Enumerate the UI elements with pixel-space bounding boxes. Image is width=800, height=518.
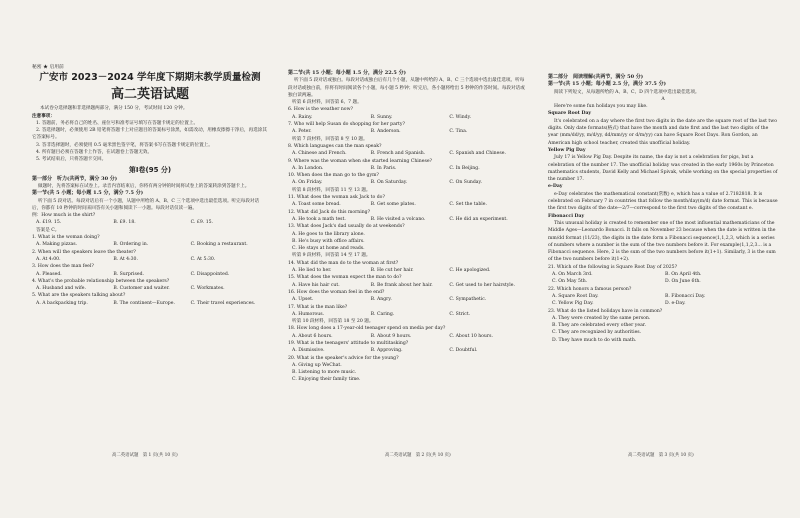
question-text: 12. What did Jack do this morning?: [288, 209, 371, 215]
question-options: [32, 285, 268, 292]
option-a: A. Rainy.: [292, 114, 313, 120]
option-a: A. Dismissive.: [292, 348, 325, 354]
question-23-option-a: A. They were created by the same person.: [552, 315, 651, 321]
reading-section1-heading: 第一节(共 15 小题；每小题 2.5 分，满分 37.5 分): [548, 81, 667, 88]
question-options: [288, 333, 528, 340]
option-b: B. The continent—Europe.: [113, 300, 175, 306]
question-text: 14. What did the man do to the woman at first?: [288, 260, 399, 266]
page-column-1: [32, 64, 268, 307]
option-c: C. In Beijing.: [449, 165, 480, 171]
material-instruction: 听第 8 段材料，回答第 11 至 13 题。: [292, 187, 371, 193]
question-text: 11. What does the woman ask Jack to do?: [288, 195, 385, 201]
question-3: 3. How does the man feel?: [32, 264, 94, 270]
question-1: 1. What is the woman doing?: [32, 235, 100, 241]
option-b: B. He cut her hair.: [370, 268, 414, 274]
part1-heading: 第一部分 听力(共两节，满分 30 分): [32, 175, 118, 182]
question-4: 4. What's the probable relationship between the speakers?: [32, 278, 170, 284]
option-c: C. He apologized.: [449, 268, 491, 274]
section2-description: 听下面 5 段对话或独白。每段对话或独白后有几个小题，从题中所给的 A、B、C 三个选项中选出最佳选项。听每段对话或独白前，你将有时间阅读各个小题，每小题 5 秒钟；听完后，各小题将给出 5 秒钟的作答时间。每段对话或独白读两遍。: [288, 78, 525, 98]
option-a: A. Humorous.: [292, 311, 325, 317]
page-footer-2: 高二英语试题 第 2 页(共 10 页): [385, 453, 451, 458]
option: B. Fibonacci Day.: [665, 293, 706, 299]
exam-subject-title: 高二英语试题: [110, 87, 189, 103]
question-options: [288, 128, 528, 135]
option-c: C. Doubtful.: [449, 348, 478, 354]
material-instruction: 听第 9 段材料，回答第 14 至 17 题。: [292, 253, 371, 259]
question-text: 17. What is the man like?: [288, 304, 348, 310]
question-2: 2. When will the speakers leave the theater?: [32, 249, 136, 255]
option: A. Square Root Day.: [552, 293, 599, 299]
holiday-title: Square Root Day: [548, 111, 592, 117]
question-options: [32, 241, 268, 248]
question-options: [548, 300, 778, 307]
option: C. Yellow Pig Day.: [552, 301, 594, 307]
option-c: C. At 5:30.: [190, 256, 216, 262]
listening-questions-1-5: [32, 234, 268, 307]
option: D. e-Day.: [665, 301, 686, 307]
note-item: 4. 所有题目必须在答题卡上作答，在试题卷上答题无效。: [36, 150, 153, 156]
option-c: C. Get used to her hairstyle.: [449, 282, 515, 288]
option-c: C. Strict.: [449, 311, 471, 317]
exam-intro: 本试卷分选择题和非选择题两部分，满分 150 分，考试时间 120 分钟。: [40, 106, 188, 112]
question-options: [288, 216, 528, 223]
example-answer: 答案是 C。: [36, 227, 60, 233]
note-item: 2. 答选择题时，必须使用 2B 铅笔将答题卡上对应题目的答案标号涂黑，如需改动，用橡皮擦擦干净后，再选涂其它答案标号。: [32, 128, 267, 141]
confidential-mark: 秘密 ★ 启用前: [32, 65, 64, 70]
option-a: A. Upset.: [292, 297, 314, 303]
note-item: 5. 考试结束后，只将答题卡交回。: [36, 157, 107, 163]
example-option-b: B. £9. 18.: [113, 220, 136, 226]
question-text: 19. What is the teenagers' attitude to multitasking?: [288, 340, 409, 346]
option-b: B. Get some plates.: [370, 202, 416, 208]
question-options: [548, 271, 778, 278]
note-item: 1. 答题前，务必将自己的姓名、座位号和准考证号填写在答题卡规定的位置上。: [36, 120, 199, 126]
option-c: C. On Sunday.: [449, 180, 482, 186]
notes-heading: 注意事项：: [32, 113, 55, 119]
option-b: B. Customer and waiter.: [113, 286, 170, 292]
option-b: B. Ordering in.: [113, 242, 149, 248]
exam-title: 广安市 2023－2024 学年度下期期末教学质量检测: [39, 72, 261, 84]
reading-section1-description: 阅读下列短文，从每题所给的 A、B、C、D 四个选项中选出最佳选项。: [554, 89, 700, 95]
question-22: 22. Which honors a famous person?: [548, 286, 632, 292]
question-options: [32, 300, 268, 307]
part1-description: 做题时，先将答案标在试卷上。录音内容结束后，你将有两分钟的时间将试卷上的答案转涂到答题卡上。: [38, 183, 250, 189]
holiday-text: This unusual holiday is created to remember one of the most influential mathematicians of the Middle Ages—Leonardo Bonacci. It falls on November 23 because when the date is written in the mm/dd format (11/23), the digits in the date form a Fibonacci sequence(1,1,2,3, which is a series of numbers where a number is the sum of the two numbers before it. For example(1,1,2,3... is a Fibonacci sequence. Here, 2 is the sum of the two numbers before it(1+1). Similarly, 3 is the sum of the two numbers before it(1+2).: [548, 220, 776, 263]
option-c: C. Tina.: [449, 129, 468, 135]
option-b: B. Anderson.: [370, 129, 401, 135]
section1-heading: 第一节(共 5 小题；每小题 1.5 分，满分 7.5 分): [32, 190, 144, 197]
option-c: C. Their travel experiences.: [190, 300, 256, 306]
option-line: A. Giving up WeChat.: [292, 362, 342, 368]
option-b: B. Surprised.: [113, 271, 145, 277]
material-instruction: 听第 6 段材料，回答第 6、7 题。: [292, 100, 362, 106]
question-21: 21. Which of the following is Square Root Day of 2025?: [548, 264, 678, 270]
option-c: C. Sympathetic.: [449, 297, 487, 303]
question-options: [288, 347, 528, 354]
example-option-a: A. £19. 15.: [36, 220, 62, 226]
section2-heading: 第二节(共 15 小题；每小题 1.5 分，满分 22.5 分): [288, 70, 407, 76]
option-a: A. He took a math test.: [292, 216, 346, 222]
question-text: 10. When does the man go to the gym?: [288, 173, 379, 179]
example-question: 例：How much is the shirt?: [32, 213, 96, 219]
option-c: C. Set the table.: [449, 202, 487, 208]
option: C. On May 5th.: [552, 279, 588, 285]
question-5: 5. What are the speakers talking about?: [32, 293, 126, 299]
question-text: 20. What is the speaker's advice for the young?: [288, 355, 399, 361]
option-line: B. He's busy with office affairs.: [292, 238, 365, 244]
option-b: B. Caring.: [370, 311, 395, 317]
holiday-title: Yellow Pig Day: [548, 147, 586, 153]
section1-description: 听下面 5 段对话。每段对话后有一个小题，从题中所给的 A、B、C 三个选项中选出最佳选项。听完每段对话后，你都有 10 秒钟的时间来回答有关小题和阅读下一小题。每段对话仅读一遍。: [32, 198, 260, 211]
question-options: [32, 271, 268, 278]
option-b: B. Be frank about her hair.: [370, 282, 433, 288]
option-c: C. Booking a restaurant.: [190, 242, 248, 248]
option: B. On April 4th.: [665, 272, 702, 278]
holiday-text: e-Day celebrates the mathematical constant(常数) e, which has a value of 2.7182818. It is celebrated on February 7 in countries that follow the month/day(m/d) date format. This is because the first two digits of the date—2/7—correspond to the first two digits of the constant e.: [548, 191, 778, 212]
question-options: [288, 179, 528, 186]
question-options: [288, 267, 528, 274]
question-options: [288, 282, 528, 289]
material-instruction: 听第 7 段材料，回答第 8 至 10 题。: [292, 136, 368, 142]
option-a: A. Peter.: [292, 129, 312, 135]
question-options: [288, 296, 528, 303]
option-b: B. At 4:30.: [113, 256, 138, 262]
option-a: A. At 4:00.: [36, 256, 61, 262]
option-c: C. Windy.: [449, 114, 472, 120]
option-a: A. About 6 hours.: [292, 333, 333, 339]
option-a: A. He lied to her.: [292, 268, 332, 274]
option-c: C. He did an experiment.: [449, 216, 508, 222]
option-a: A. Chinese and French.: [292, 151, 347, 157]
option-a: A. Making pizzas.: [36, 242, 78, 248]
option-c: C. Workmates.: [190, 286, 225, 292]
holiday-sections: [548, 110, 778, 263]
holiday-text: July 17 is Yellow Pig Day. Despite its name, the day is not a celebration for pigs, but a celebration of the number 17. The unofficial holiday was created in the early 1960s by Princeton mathematics students, David Kelly and Michael Spivak, while working on the special properties of the number 17.: [548, 155, 778, 183]
option-a: A. Pleased.: [36, 271, 62, 277]
option-a: A. Toast some bread.: [292, 202, 341, 208]
page-footer-3: 高二英语试题 第 3 页(共 10 页): [628, 453, 694, 458]
option-a: A. Have his hair cut.: [292, 282, 340, 288]
question-23-options: [548, 315, 778, 344]
option-a: A. On Friday.: [292, 180, 323, 186]
holiday-title: e-Day: [548, 184, 563, 190]
volume-heading: 第Ⅰ卷(95 分): [128, 165, 172, 174]
option-b: B. He visited a volcano.: [370, 216, 426, 222]
example-options: [32, 219, 268, 226]
page-footer-1: 高二英语试题 第 1 页(共 10 页): [112, 453, 178, 458]
option-line: B. Listening to more music.: [292, 370, 357, 376]
option-a: A. A backpacking trip.: [36, 300, 88, 306]
page-column-3: [548, 74, 778, 344]
question-options: [288, 311, 528, 318]
question-text: 9. Where was the woman when she started learning Chinese?: [288, 158, 432, 164]
option: A. On March 3rd.: [552, 272, 593, 278]
option-b: B. French and Spanish.: [370, 151, 426, 157]
question-text: 7. Who will help Susan do shopping for her party?: [288, 122, 405, 128]
option-c: C. About 10 hours.: [449, 333, 493, 339]
note-item: 3. 答非选择题时，必须使用 0.5 毫米黑色签字笔，将答案书写在答题卡规定的位置上。: [36, 142, 213, 148]
question-options: [288, 150, 528, 157]
option-c: C. Disappointed.: [190, 271, 230, 277]
passage-letter: A: [661, 96, 665, 102]
option-b: B. Approving.: [370, 348, 403, 354]
question-options: [548, 278, 778, 285]
holiday-text: It's celebrated on a day where the first two digits in the date are the square root of the last two digits. Only date formats(格式) that have the month and date first and the last two digits of the year (mm/dd/yy, m/d/yy, dd/mm/yy or d/m/yy) can have Square Root Days. Ron Gordon, an American high school teacher, created this unofficial holiday.: [548, 118, 777, 146]
option-b: B. Angry.: [370, 297, 392, 303]
option-a: A. Husband and wife.: [36, 286, 86, 292]
option-a: A. In London.: [292, 165, 324, 171]
question-23: 23. What do the listed holidays have in common?: [548, 308, 663, 314]
passage-lead: Here're some fun holidays you may like.: [554, 104, 648, 110]
question-23-option-d: D. They have much to do with math.: [552, 337, 637, 343]
page-column-2: [288, 70, 528, 384]
question-text: 16. How does the woman feel in the end?: [288, 289, 385, 295]
option-c: C. Spanish and Chinese.: [449, 151, 506, 157]
option-b: B. On Saturday.: [370, 180, 408, 186]
notes-list: [32, 120, 268, 164]
question-options: [288, 201, 528, 208]
reading-questions-21-22: [548, 264, 778, 308]
question-text: 8. Which languages can the man speak?: [288, 143, 382, 149]
question-options: [288, 165, 528, 172]
option-line: C. Enjoying their family time.: [292, 377, 361, 383]
question-options: [548, 293, 778, 300]
option-b: B. About 9 hours.: [370, 333, 412, 339]
option-b: B. Sunny.: [370, 114, 393, 120]
part2-heading: 第二部分 阅读理解(共两节，满分 50 分): [548, 74, 644, 80]
question-23-option-c: C. They are recognized by authorities.: [552, 330, 642, 336]
question-23-option-b: B. They are celebrated every other year.: [552, 323, 646, 329]
option-b: B. In Paris.: [370, 165, 397, 171]
holiday-title: Fibonacci Day: [548, 213, 585, 219]
option: D. On June 6th.: [665, 279, 701, 285]
question-options: [32, 256, 268, 263]
example-option-c: C. £9. 15.: [190, 220, 213, 226]
question-text: 15. What does the woman expect the man to do?: [288, 275, 402, 281]
question-text: 18. How long does a 17-year-old teenager spend on media per day?: [288, 326, 446, 332]
option-line: C. He stays at home and reads.: [292, 246, 365, 252]
question-text: 13. What does Jack's dad usually do at weekends?: [288, 224, 405, 230]
question-text: 6. How is the weather now?: [288, 107, 353, 113]
material-instruction: 听第 10 段材料，回答第 18 至 20 题。: [292, 319, 374, 325]
listening-questions-6-20: [288, 99, 528, 384]
option-line: A. He goes to the library alone.: [292, 231, 365, 237]
question-options: [288, 114, 528, 121]
